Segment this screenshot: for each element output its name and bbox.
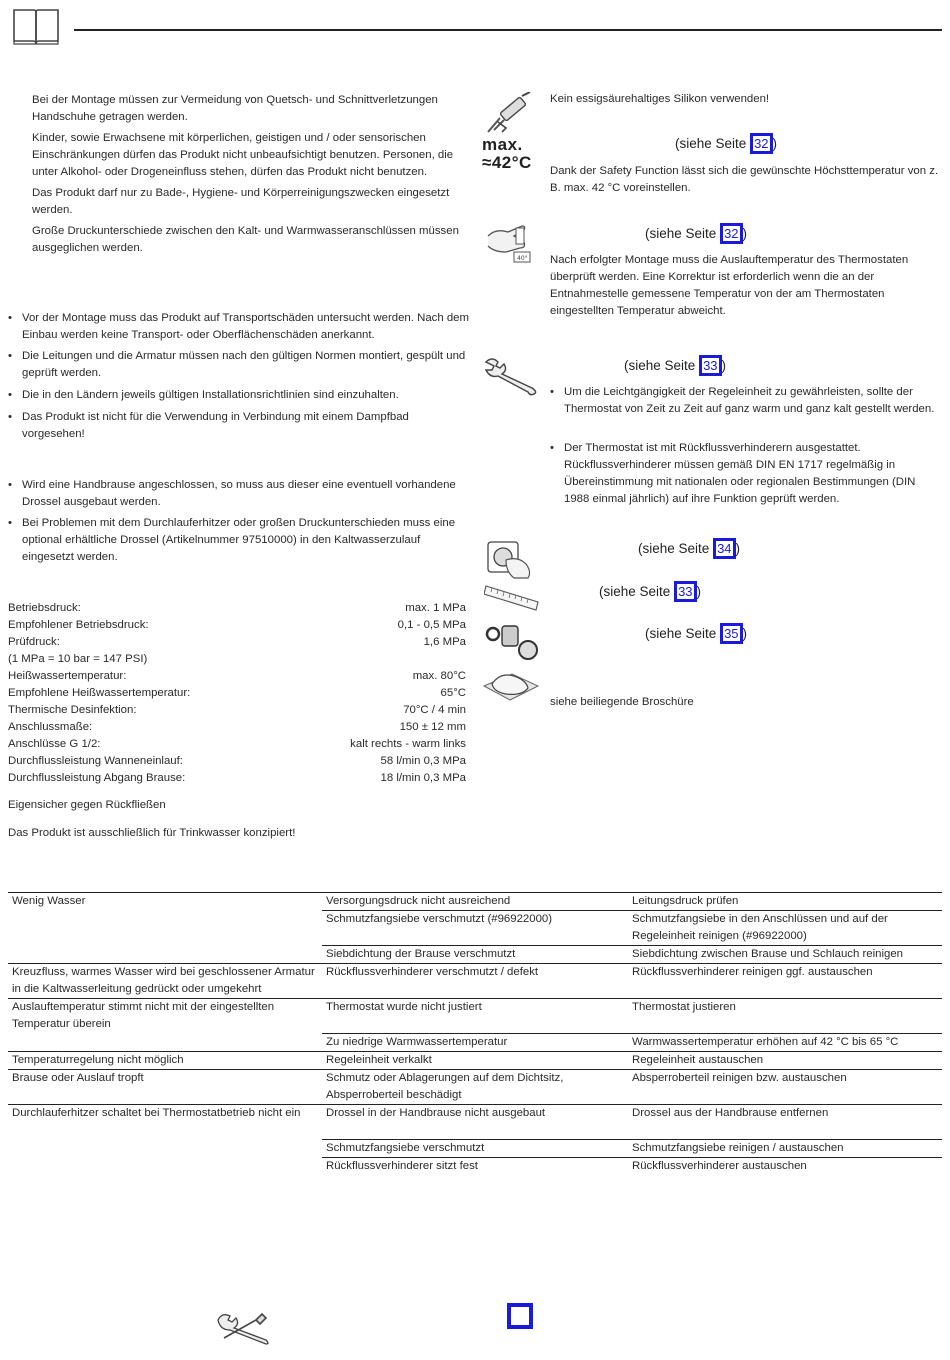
remedy-cell: Rückflussverhinderer austauschen (628, 1158, 942, 1176)
safety-section (32, 92, 472, 257)
table-row (8, 1140, 942, 1158)
justier-text: Nach erfolgter Montage muss die Auslauftemperatur des Thermostaten überprüft werden. Eine Korrektur ist erforderlich wenn die an der Entnahmestelle gemessene Temperatur von der am Thermostaten eingestellten Temperatur abweicht. (550, 254, 909, 317)
ruler-icon (484, 582, 540, 612)
cause-cell: Versorgungsdruck nicht ausreichend (322, 893, 628, 911)
problem-cell: Temperaturregelung nicht möglich (8, 1052, 322, 1070)
table-row (8, 893, 942, 911)
bullet-item: • Die Leitungen und die Armatur müssen nach den gültigen Normen montiert, gespült und geprüft werden. (8, 350, 466, 379)
page-link[interactable]: 32 (720, 223, 742, 244)
table-row (8, 911, 942, 946)
problem-cell (8, 1158, 322, 1176)
svg-text:40°: 40° (517, 255, 528, 262)
spec-row: (1 MPa = 10 bar = 147 PSI) (8, 653, 148, 665)
spec-row: Durchflussleistung Wanneneinlauf: 58 l/min 0,3 MPa (8, 755, 466, 767)
spec-row: Thermische Desinfektion: 70°C / 4 min (8, 704, 466, 716)
page-link[interactable]: 33 (674, 581, 696, 602)
problem-cell (8, 911, 322, 946)
broschuere-note: siehe beiliegende Broschüre (550, 696, 694, 708)
page-ref: (siehe Seite 34 ) (638, 538, 740, 559)
cause-cell: Rückflussverhinderer sitzt fest (322, 1158, 628, 1176)
safety-function-text: Dank der Safety Function lässt sich die gewünschte Höchsttemperatur von z. B. max. 42 °C voreinstellen. (550, 165, 939, 194)
max-temp-icon: max. ≈42°C (482, 135, 532, 172)
problem-cell: Wenig Wasser (8, 893, 322, 911)
safety-text: Große Druckunterschiede zwischen den Kalt- und Warmwasseranschlüssen müssen ausgeglichen werden. (32, 225, 459, 254)
table-row (8, 1070, 942, 1105)
page-ref: (siehe Seite 32 ) (645, 223, 747, 244)
spec-row: Durchflussleistung Abgang Brause: 18 l/min 0,3 MPa (8, 772, 466, 784)
bullet-item: • Bei Problemen mit dem Durchlauferhitzer oder großen Druckunterschieden muss eine optional erhältliche Drossel (Artikelnummer 97510000) in den Kaltwasserzulauf eingesetzt werden. (8, 517, 456, 563)
remedy-cell: Warmwassertemperatur erhöhen auf 42 °C bis 65 °C (628, 1034, 942, 1052)
eigensicher-note: Eigensicher gegen Rückfließen (8, 799, 166, 811)
table-row (8, 1034, 942, 1052)
page-ref: (siehe Seite 32 ) (675, 133, 777, 154)
safety-text: Bei der Montage müssen zur Vermeidung von Quetsch- und Schnittverletzungen Handschuhe getragen werden. (32, 94, 438, 123)
spec-row: Betriebsdruck: max. 1 MPa (8, 602, 466, 614)
silicone-gun-icon (484, 92, 532, 134)
bullet-item: • Vor der Montage muss das Produkt auf Transportschäden untersucht werden. Nach dem Einbau werden keine Transport- oder Oberflächenschäden anerkannt. (8, 312, 470, 341)
bullet-item: • Das Produkt ist nicht für die Verwendung in Verbindung mit einem Dampfbad vorgesehen! (8, 411, 409, 440)
remedy-cell: Siebdichtung zwischen Brause und Schlauch reinigen (628, 946, 942, 964)
remedy-cell: Absperroberteil reinigen bzw. austauschen (628, 1070, 942, 1105)
remedy-cell: Drossel aus der Handbrause entfernen (628, 1105, 942, 1140)
spec-row: Prüfdruck: 1,6 MPa (8, 636, 466, 648)
remedy-cell: Schmutzfangsiebe in den Anschlüssen und auf der Regeleinheit reinigen (#96922000) (628, 911, 942, 946)
remedy-cell: Regeleinheit austauschen (628, 1052, 942, 1070)
bullet-item: • Wird eine Handbrause angeschlossen, so muss aus dieser eine eventuell vorhandene Drossel ausgebaut werden. (8, 479, 456, 508)
cause-cell: Zu niedrige Warmwassertemperatur (322, 1034, 628, 1052)
problem-cell: Kreuzfluss, warmes Wasser wird bei geschlossener Armatur in die Kaltwasserleitung gedrückt oder umgekehrt (8, 964, 322, 999)
remedy-cell: Schmutzfangsiebe reinigen / austauschen (628, 1140, 942, 1158)
spec-row: Empfohlene Heißwassertemperatur: 65°C (8, 687, 466, 699)
book-icon (12, 8, 60, 46)
problem-cell: Durchlauferhitzer schaltet bei Thermostatbetrieb nicht ein (8, 1105, 322, 1140)
cause-cell: Schmutz oder Ablagerungen auf dem Dichtsitz, Absperroberteil beschädigt (322, 1070, 628, 1105)
header-rule (74, 29, 942, 31)
page-ref: (siehe Seite 33 ) (624, 355, 726, 376)
problem-cell: Brause oder Auslauf tropft (8, 1070, 322, 1105)
page-number-box (507, 1303, 533, 1329)
page-ref: (siehe Seite 35 ) (645, 623, 747, 644)
page-link[interactable]: 34 (713, 538, 735, 559)
table-row (8, 964, 942, 999)
safety-text: Das Produkt darf nur zu Bade-, Hygiene- und Körperreinigungszwecken eingesetzt werden. (32, 187, 450, 216)
troubleshooting-table (8, 892, 942, 1175)
page-link[interactable]: 33 (699, 355, 721, 376)
cause-cell: Siebdichtung der Brause verschmutzt (322, 946, 628, 964)
cause-cell: Drossel in der Handbrause nicht ausgebaut (322, 1105, 628, 1140)
cause-cell: Thermostat wurde nicht justiert (322, 999, 628, 1034)
safety-text: Kinder, sowie Erwachsene mit körperlichen, geistigen und / oder sensorischen Einschränkungen dürfen das Produkt nicht unbeaufsichtigt benutzen. Personen, die unter Alkohol- oder Drogeneinfluss stehen, dürfen das Produkt nicht benutzen. (32, 132, 454, 178)
knob-hand-icon (484, 538, 536, 580)
cause-cell: Rückflussverhinderer verschmutzt / defekt (322, 964, 628, 999)
thermometer-hand-icon (486, 222, 536, 264)
cartridge-parts-icon (484, 618, 540, 662)
problem-cell (8, 1034, 322, 1052)
remedy-cell: Leitungsdruck prüfen (628, 893, 942, 911)
cause-cell: Regeleinheit verkalkt (322, 1052, 628, 1070)
remedy-cell: Thermostat justieren (628, 999, 942, 1034)
spec-row: Empfohlener Betriebsdruck: 0,1 - 0,5 MPa (8, 619, 466, 631)
problem-cell (8, 946, 322, 964)
bullet-item: • Der Thermostat ist mit Rückflussverhinderern ausgestattet. Rückflussverhinderer müssen gemäß DIN EN 1717 regelmäßig in Übereinstimmung mit nationalen oder regionalen Bestimmungen (DIN 1988 einmal jährlich) auf ihre Funktion geprüft werden. (550, 442, 916, 505)
tools-icon (216, 1310, 272, 1346)
page-link[interactable]: 32 (750, 133, 772, 154)
spec-row: Heißwassertemperatur: max. 80°C (8, 670, 466, 682)
problem-cell: Auslauftemperatur stimmt nicht mit der eingestellten Temperatur überein (8, 999, 322, 1034)
table-row (8, 1052, 942, 1070)
cleaning-hand-icon (482, 666, 540, 706)
cause-cell: Schmutzfangsiebe verschmutzt (322, 1140, 628, 1158)
silikon-note: Kein essigsäurehaltiges Silikon verwenden! (550, 93, 770, 105)
spec-row: Anschlüsse G 1/2: kalt rechts - warm links (8, 738, 466, 750)
bullet-item: • Die in den Ländern jeweils gültigen Installationsrichtlinien sind einzuhalten. (8, 389, 399, 401)
remedy-cell: Rückflussverhinderer reinigen ggf. austauschen (628, 964, 942, 999)
page-link[interactable]: 35 (720, 623, 742, 644)
problem-cell (8, 1140, 322, 1158)
table-row (8, 1105, 942, 1140)
table-row (8, 999, 942, 1034)
table-row (8, 1158, 942, 1176)
bullet-item: • Um die Leichtgängigkeit der Regeleinheit zu gewährleisten, sollte der Thermostat von Zeit zu Zeit auf ganz warm und ganz kalt gestellt werden. (550, 386, 935, 415)
cause-cell: Schmutzfangsiebe verschmutzt (#96922000) (322, 911, 628, 946)
page-ref: (siehe Seite 33 ) (599, 581, 701, 602)
trinkwasser-note: Das Produkt ist ausschließlich für Trinkwasser konzipiert! (8, 827, 296, 839)
spec-row: Anschlussmaße: 150 ± 12 mm (8, 721, 466, 733)
wrench-icon (482, 356, 540, 396)
table-row (8, 946, 942, 964)
